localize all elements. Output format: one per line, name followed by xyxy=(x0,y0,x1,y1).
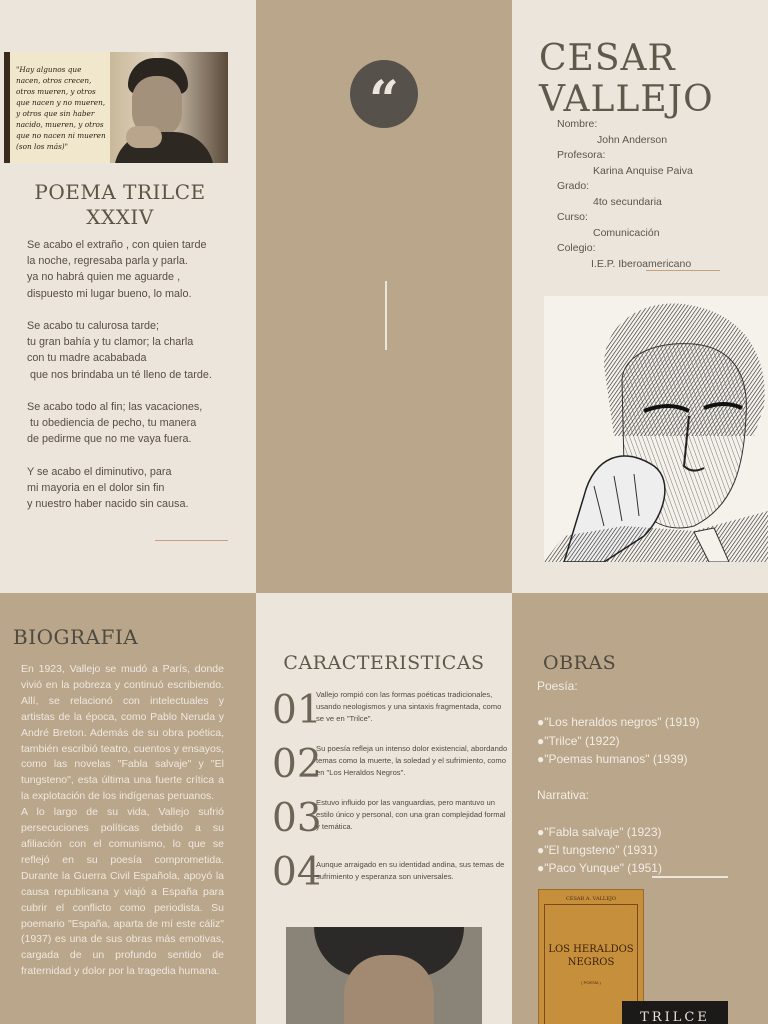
biography-panel xyxy=(0,593,256,1024)
poem-line: Se acabo tu calurosa tarde; xyxy=(27,320,160,332)
cover-panel xyxy=(512,0,768,593)
characteristic-item xyxy=(272,687,512,737)
title-line: VALLEJO xyxy=(539,79,714,120)
book-subtitle: ( POESÍA ) xyxy=(581,980,601,985)
vallejo-painting xyxy=(286,927,482,1024)
photo-quote-text: "Hay algunos que nacen, otros crecen, otros mueren, y otros que nacen y no mueren, y otros que sin haber nacido, mueren, y otros que no nacen ni mueren (son los más)" xyxy=(16,65,106,151)
poem-line: con tu madre acababada xyxy=(27,352,147,365)
poem-line: de pedirme que no me vaya fuera. xyxy=(27,433,192,446)
book-title xyxy=(545,943,637,969)
info-value: John Anderson xyxy=(597,133,668,146)
quote-panel xyxy=(256,0,512,593)
vallejo-photo xyxy=(110,52,228,163)
item-number: 01 xyxy=(272,688,322,733)
item-text: Vallejo rompió con las formas poéticas tradicionales, usando neologismos y una sintaxis fragmentada, como se ve en "Trilce". xyxy=(316,690,502,724)
info-label: Grado: xyxy=(557,180,590,192)
item-text: Aunque arraigado en su identidad andina, sus temas de sufrimiento y esperanza son universales. xyxy=(316,860,505,882)
info-value: Comunicación xyxy=(593,226,660,239)
list-item: ●"Paco Yunque" (1951) xyxy=(537,860,662,875)
poem-stanza xyxy=(27,318,213,383)
item-number: 03 xyxy=(272,796,322,841)
section-title: BIOGRAFIA xyxy=(13,625,139,649)
poem-line: tu gran bahía y tu clamor; la charla xyxy=(27,336,194,349)
list-item: ●"El tungsteno" (1931) xyxy=(537,842,658,857)
book-title-line: NEGROS xyxy=(567,957,615,968)
section-title: CARACTERISTICAS xyxy=(283,652,485,674)
info-value: I.E.P. Iberoamericano xyxy=(591,257,692,270)
divider xyxy=(385,281,387,350)
book-title-line: LOS HERALDOS xyxy=(548,944,634,955)
characteristic-item xyxy=(272,849,512,899)
works-list xyxy=(537,677,767,877)
biography-text xyxy=(21,662,224,980)
quote-photo xyxy=(4,52,110,163)
poem-line: tu obediencia de pecho, tu manera xyxy=(27,417,197,430)
item-number: 04 xyxy=(272,850,322,895)
poem-title: POEMA TRILCE XXXIV xyxy=(34,180,206,229)
poem-text xyxy=(27,237,213,512)
item-text: Estuvo influido por las vanguardias, pero mantuvo un estilo único y personal, con una gran complejidad formal y temática. xyxy=(316,798,506,832)
poem-line: dispuesto mi lugar bueno, lo malo. xyxy=(27,287,192,300)
poem-stanza xyxy=(27,399,213,448)
list-item: ●"Fabla salvaje" (1923) xyxy=(537,824,662,839)
info-label: Profesora: xyxy=(557,149,606,161)
item-text: Su poesía refleja un intenso dolor existencial, abordando temas como la muerte, la soledad y el sufrimiento, como en "Los Heraldos Negros". xyxy=(316,744,508,778)
list-item: ●"Poemas humanos" (1939) xyxy=(537,751,688,766)
works-panel xyxy=(512,593,768,1024)
student-info xyxy=(557,117,757,272)
poem-line: Se acabo todo al fin; las vacaciones, xyxy=(27,401,203,413)
poem-line: ya no habrá quien me aguarde , xyxy=(27,271,181,284)
poem-line: que nos brindaba un té lleno de tarde. xyxy=(27,368,212,381)
bio-paragraph: A lo largo de su vida, Vallejo sufrió persecuciones políticas debido a su afiliación con el comunismo, lo que se reflejó en su poesía comprometida. Durante la Guerra Civil Española, apoyó la causa republicana y viajó a España para cubrir el conflicto como periodista. Su poemario "España, aparta de mí este cáliz" (1937) es una de sus obras más emotivas, cargada de un profundo sentido de fraternidad y dolor por la tragedia humana. xyxy=(21,806,224,978)
book-author: CÉSAR A. VALLEJO xyxy=(566,896,616,902)
vallejo-portrait xyxy=(544,296,768,562)
characteristic-item xyxy=(272,741,512,791)
info-value: 4to secundaria xyxy=(593,195,662,208)
quote-mark-icon: “ xyxy=(350,60,418,128)
poem-line: Se acabo el extraño , con quien tarde xyxy=(27,239,207,251)
trilce-book-label: TRILCE xyxy=(622,1001,728,1024)
bio-paragraph: En 1923, Vallejo se mudó a París, donde vivió en la pobreza y continuó escribiendo. Allí, se relacionó con intelectuales y artistas de la época, como Pablo Neruda y André Breton. Además de su obra poética, también escribió teatro, cuentos y ensayos, como las novelas "Fabla salvaje" y "El tungsteno", esta última una fuerte crítica a la explotación de los indígenas peruanos. xyxy=(21,663,224,803)
item-number: 02 xyxy=(272,742,322,787)
poem-stanza xyxy=(27,237,213,302)
info-label: Curso: xyxy=(557,211,588,223)
info-label: Colegio: xyxy=(557,242,596,254)
characteristics-panel xyxy=(256,593,512,1024)
title-line: CESAR xyxy=(539,38,676,79)
poem-line: Y se acabo el diminutivo, para xyxy=(27,465,172,478)
list-item: ●"Los heraldos negros" (1919) xyxy=(537,715,700,730)
poem-line: y nuestro haber nacido sin causa. xyxy=(27,498,189,511)
list-item: ●"Trilce" (1922) xyxy=(537,733,620,748)
list-heading: Narrativa: xyxy=(537,788,590,803)
poem-panel xyxy=(0,0,256,593)
list-heading: Poesía: xyxy=(537,679,578,693)
poem-stanza xyxy=(27,464,213,513)
page-title xyxy=(539,38,714,120)
info-value: Karina Anquise Paiva xyxy=(593,164,693,177)
characteristic-item xyxy=(272,795,512,845)
divider xyxy=(646,270,720,271)
info-label: Nombre: xyxy=(557,118,598,130)
section-title: OBRAS xyxy=(543,652,617,674)
poem-line: la noche, regresaba parla y parla. xyxy=(27,255,188,268)
divider xyxy=(155,540,228,541)
divider xyxy=(652,876,728,878)
poem-line: mi mayoria en el dolor sin fin xyxy=(27,482,165,494)
